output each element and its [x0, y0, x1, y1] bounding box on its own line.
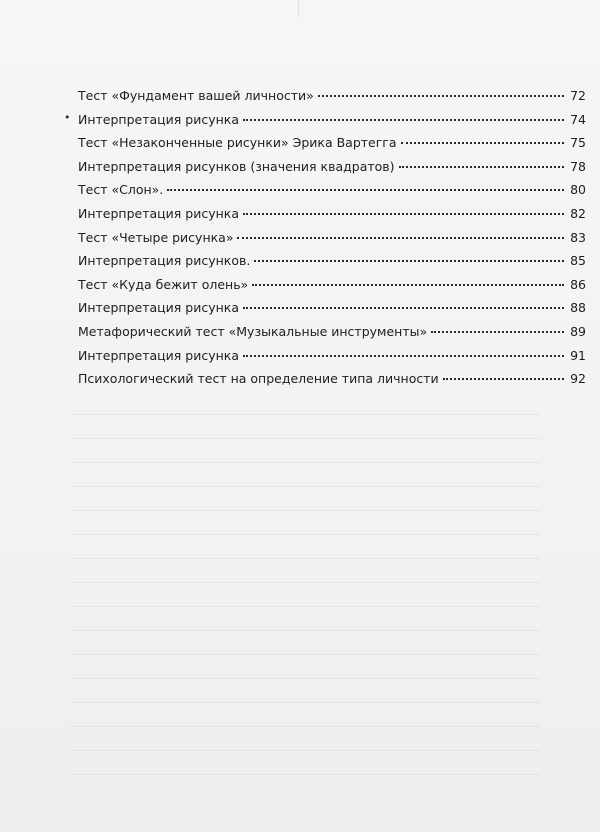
toc-entry-title: Интерпретация рисунка: [78, 205, 240, 221]
toc-entry-page: 83: [570, 229, 586, 245]
page-fold-line: [298, 0, 299, 18]
toc-entry-title: Тест «Незаконченные рисунки» Эрика Вартегга: [78, 135, 397, 151]
leader-dots: [237, 237, 564, 239]
leader-dots: [431, 331, 564, 333]
show-through-line: [70, 414, 540, 415]
toc-entry[interactable]: [78, 108, 586, 132]
leader-dots: [252, 284, 564, 286]
toc-entry[interactable]: [78, 320, 586, 344]
toc-entry-page: 78: [570, 158, 586, 174]
leader-dots: [399, 166, 564, 168]
show-through-line: [70, 606, 540, 607]
leader-dots: [243, 355, 564, 357]
toc-entry-title: Интерпретация рисунков (значения квадратов): [78, 158, 395, 174]
show-through-line: [70, 438, 540, 439]
toc-entry-title: Психологический тест на определение типа личности: [78, 371, 439, 387]
show-through-line: [70, 582, 540, 583]
toc-entry-title: Интерпретация рисунка: [78, 111, 240, 127]
show-through-line: [70, 654, 540, 655]
leader-dots: [443, 378, 564, 380]
toc-entry-title: Тест «Четыре рисунка»: [78, 229, 234, 245]
show-through-line: [70, 678, 540, 679]
toc-entry-page: 75: [570, 135, 586, 151]
leader-dots: [167, 189, 564, 191]
show-through-line: [70, 774, 540, 775]
leader-dots: [254, 260, 564, 262]
show-through-line: [70, 462, 540, 463]
toc-entry-title: Тест «Куда бежит олень»: [78, 276, 249, 292]
toc-entry[interactable]: [78, 344, 586, 368]
toc-entry[interactable]: [78, 202, 586, 226]
toc-entry-title: Интерпретация рисунков.: [78, 253, 251, 269]
show-through-line: [70, 534, 540, 535]
toc-entry-title: Тест «Фундамент вашей личности»: [78, 88, 314, 103]
toc-entry-page: 74: [570, 111, 586, 127]
table-of-contents: [78, 84, 586, 391]
toc-entry-page: 91: [570, 347, 586, 363]
leader-dots: [243, 213, 564, 215]
toc-entry-title: Метафорический тест «Музыкальные инструменты»: [78, 323, 428, 339]
toc-entry-page: 80: [570, 182, 586, 198]
toc-entry-page: 72: [570, 88, 586, 103]
show-through-line: [70, 750, 540, 751]
leader-dots: [318, 95, 564, 97]
toc-entry[interactable]: [78, 296, 586, 320]
show-through-line: [70, 486, 540, 487]
toc-entry-title: Интерпретация рисунка: [78, 300, 240, 316]
toc-entry-page: 88: [570, 300, 586, 316]
toc-entry[interactable]: [78, 367, 586, 391]
toc-entry-page: 92: [570, 371, 586, 387]
show-through-line: [70, 510, 540, 511]
show-through-line: [70, 558, 540, 559]
toc-entry-title: Интерпретация рисунка: [78, 347, 240, 363]
toc-entry[interactable]: [78, 273, 586, 297]
leader-dots: [243, 119, 564, 121]
show-through-line: [70, 726, 540, 727]
toc-entry-page: 89: [570, 323, 586, 339]
show-through-line: [70, 630, 540, 631]
toc-entry[interactable]: [78, 178, 586, 202]
toc-entry[interactable]: [78, 249, 586, 273]
leader-dots: [243, 307, 564, 309]
leader-dots: [401, 142, 564, 144]
toc-entry-title: Тест «Слон».: [78, 182, 164, 198]
toc-entry[interactable]: [78, 131, 586, 155]
toc-entry-page: 86: [570, 276, 586, 292]
margin-mark: •: [64, 111, 71, 124]
show-through-line: [70, 702, 540, 703]
toc-entry[interactable]: [78, 226, 586, 250]
toc-entry[interactable]: [78, 84, 586, 108]
toc-entry-page: 82: [570, 205, 586, 221]
toc-entry[interactable]: [78, 155, 586, 179]
toc-entry-page: 85: [570, 253, 586, 269]
